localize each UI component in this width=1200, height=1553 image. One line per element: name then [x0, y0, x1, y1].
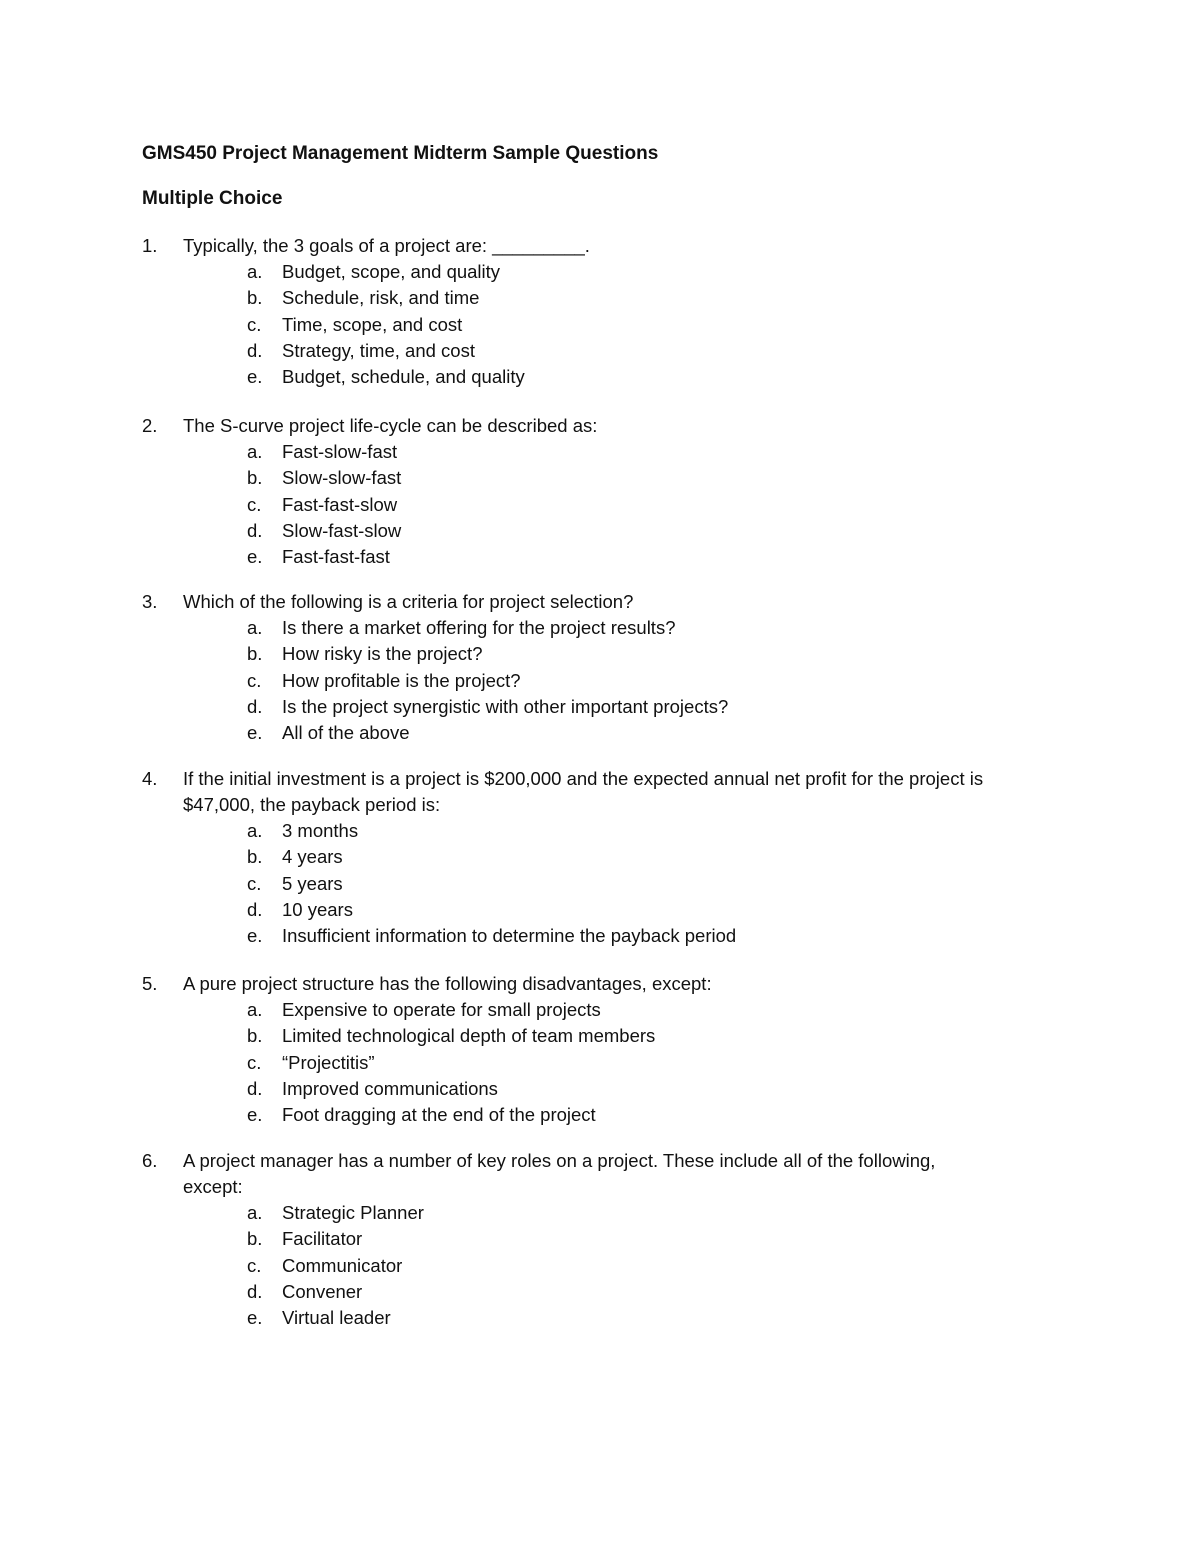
- option-text: Is there a market offering for the project results?: [282, 617, 676, 638]
- option-text: Fast-fast-slow: [282, 493, 398, 515]
- answer-option: [142, 465, 1072, 491]
- answer-option: [142, 1253, 1072, 1279]
- answer-option: [142, 1023, 1072, 1049]
- option-text: Budget, schedule, and quality: [282, 366, 525, 388]
- answer-option: [142, 492, 1072, 518]
- question-line: [142, 1148, 1072, 1174]
- option-text: How profitable is the project?: [282, 669, 521, 691]
- answer-option: [142, 312, 1072, 338]
- question-3: [142, 589, 1072, 746]
- answer-option: [142, 694, 1072, 720]
- answer-options: [142, 818, 1072, 949]
- question-number: 4.: [142, 768, 158, 789]
- question-text: Typically, the 3 goals of a project are: _________.: [183, 235, 590, 256]
- option-letter: b.: [247, 467, 263, 489]
- question-line: [142, 766, 1072, 792]
- option-letter: c.: [247, 872, 262, 894]
- question-number: 1.: [142, 235, 158, 256]
- question-1: [142, 233, 1072, 390]
- answer-options: [142, 259, 1072, 390]
- option-letter: e.: [247, 722, 263, 744]
- answer-options: [142, 1200, 1072, 1331]
- option-letter: d.: [247, 1280, 263, 1302]
- option-letter: a.: [247, 617, 263, 638]
- answer-option: [142, 897, 1072, 923]
- option-letter: b.: [247, 1228, 263, 1250]
- question-5: [142, 971, 1072, 1128]
- option-letter: a.: [247, 441, 263, 462]
- question-number: 6.: [142, 1150, 158, 1171]
- option-letter: d.: [247, 1077, 263, 1099]
- option-text: Communicator: [282, 1254, 403, 1276]
- option-text: 4 years: [282, 846, 343, 868]
- question-number: 5.: [142, 973, 158, 994]
- option-text: All of the above: [282, 722, 410, 744]
- question-line: [142, 971, 1072, 997]
- option-text: Strategy, time, and cost: [282, 339, 475, 361]
- option-text: Virtual leader: [282, 1307, 391, 1329]
- option-letter: a.: [247, 261, 263, 282]
- question-2: [142, 413, 1072, 570]
- question-line: [142, 792, 1072, 818]
- question-text: Which of the following is a criteria for project selection?: [183, 591, 634, 612]
- option-letter: d.: [247, 339, 263, 361]
- option-text: 5 years: [282, 872, 343, 894]
- option-text: Schedule, risk, and time: [282, 287, 480, 309]
- option-text: Facilitator: [282, 1228, 363, 1250]
- option-text: “Projectitis”: [282, 1051, 375, 1073]
- answer-option: [142, 871, 1072, 897]
- option-letter: c.: [247, 313, 262, 335]
- answer-option: [142, 1102, 1072, 1128]
- option-text: Convener: [282, 1280, 363, 1302]
- answer-option: [142, 364, 1072, 390]
- question-number: 3.: [142, 591, 158, 612]
- option-text: Limited technological depth of team members: [282, 1025, 656, 1047]
- option-text: Insufficient information to determine the payback period: [282, 925, 737, 947]
- answer-option: [142, 1050, 1072, 1076]
- option-letter: d.: [247, 695, 263, 717]
- answer-options: [142, 615, 1072, 746]
- option-text: How risky is the project?: [282, 643, 483, 665]
- answer-option: [142, 1279, 1072, 1305]
- option-letter: a.: [247, 999, 263, 1020]
- answer-option: [142, 818, 1072, 844]
- question-text: If the initial investment is a project is $200,000 and the expected annual net profit for the project is: [183, 768, 984, 789]
- option-letter: b.: [247, 846, 263, 868]
- option-text: Strategic Planner: [282, 1202, 424, 1223]
- question-line: [142, 413, 1072, 439]
- answer-option: [142, 1200, 1072, 1226]
- option-text: Slow-fast-slow: [282, 519, 402, 541]
- option-text: Improved communications: [282, 1077, 498, 1099]
- option-letter: e.: [247, 366, 263, 388]
- question-4: [142, 766, 1072, 949]
- option-text: Fast-slow-fast: [282, 441, 398, 462]
- option-letter: e.: [247, 1104, 263, 1126]
- question-text: $47,000, the payback period is:: [183, 794, 441, 815]
- question-text: except:: [183, 1176, 243, 1197]
- answer-option: [142, 285, 1072, 311]
- question-6: [142, 1148, 1072, 1331]
- answer-option: [142, 1076, 1072, 1102]
- answer-option: [142, 259, 1072, 285]
- option-letter: d.: [247, 519, 263, 541]
- section-heading: Multiple Choice: [142, 188, 283, 209]
- answer-options: [142, 439, 1072, 570]
- option-letter: a.: [247, 820, 263, 841]
- option-letter: c.: [247, 1051, 262, 1073]
- option-text: 3 months: [282, 820, 359, 841]
- question-line: [142, 589, 1072, 615]
- option-text: Is the project synergistic with other important projects?: [282, 695, 729, 717]
- answer-option: [142, 518, 1072, 544]
- question-number: 2.: [142, 415, 158, 436]
- option-letter: c.: [247, 669, 262, 691]
- answer-option: [142, 720, 1072, 746]
- option-letter: b.: [247, 287, 263, 309]
- answer-option: [142, 1226, 1072, 1252]
- answer-option: [142, 544, 1072, 570]
- option-letter: e.: [247, 1307, 263, 1329]
- answer-option: [142, 923, 1072, 949]
- answer-option: [142, 1305, 1072, 1331]
- option-letter: b.: [247, 643, 263, 665]
- question-text: A pure project structure has the following disadvantages, except:: [183, 973, 712, 994]
- option-text: Fast-fast-fast: [282, 546, 390, 568]
- answer-option: [142, 997, 1072, 1023]
- option-text: Slow-slow-fast: [282, 467, 402, 489]
- answer-option: [142, 668, 1072, 694]
- option-text: Time, scope, and cost: [282, 313, 463, 335]
- option-letter: c.: [247, 493, 262, 515]
- question-text: The S-curve project life-cycle can be described as:: [183, 415, 598, 436]
- option-letter: e.: [247, 925, 263, 947]
- answer-option: [142, 439, 1072, 465]
- option-letter: d.: [247, 898, 263, 920]
- option-letter: a.: [247, 1202, 263, 1223]
- option-letter: c.: [247, 1254, 262, 1276]
- option-text: Expensive to operate for small projects: [282, 999, 601, 1020]
- option-text: Budget, scope, and quality: [282, 261, 501, 282]
- question-text: A project manager has a number of key roles on a project. These include all of the following,: [183, 1150, 936, 1171]
- answer-option: [142, 615, 1072, 641]
- answer-option: [142, 844, 1072, 870]
- question-line: [142, 233, 1072, 259]
- answer-option: [142, 641, 1072, 667]
- answer-option: [142, 338, 1072, 364]
- option-text: 10 years: [282, 898, 353, 920]
- answer-options: [142, 997, 1072, 1128]
- option-text: Foot dragging at the end of the project: [282, 1104, 596, 1126]
- option-letter: e.: [247, 546, 263, 568]
- option-letter: b.: [247, 1025, 263, 1047]
- question-line: [142, 1174, 1072, 1200]
- document-title: GMS450 Project Management Midterm Sample Questions: [142, 143, 659, 164]
